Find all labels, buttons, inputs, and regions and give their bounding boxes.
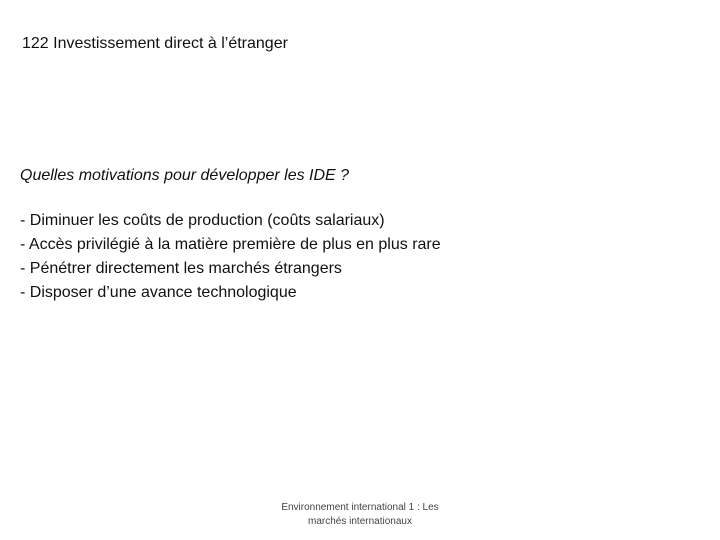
list-item: - Accès privilégié à la matière première de plus en plus rare xyxy=(20,236,441,253)
footer-line-1: Environnement international 1 : Les xyxy=(281,502,439,513)
footer-line-2: marchés internationaux xyxy=(308,516,412,527)
motivation-list xyxy=(20,209,441,305)
slide-footer xyxy=(250,501,470,529)
list-item: - Pénétrer directement les marchés étrangers xyxy=(20,260,342,277)
list-item: - Disposer d’une avance technologique xyxy=(20,284,297,301)
slide-title: 122 Investissement direct à l’étranger xyxy=(22,35,288,52)
list-item: - Diminuer les coûts de production (coûts salariaux) xyxy=(20,212,385,229)
question-heading: Quelles motivations pour développer les IDE ? xyxy=(20,167,350,184)
